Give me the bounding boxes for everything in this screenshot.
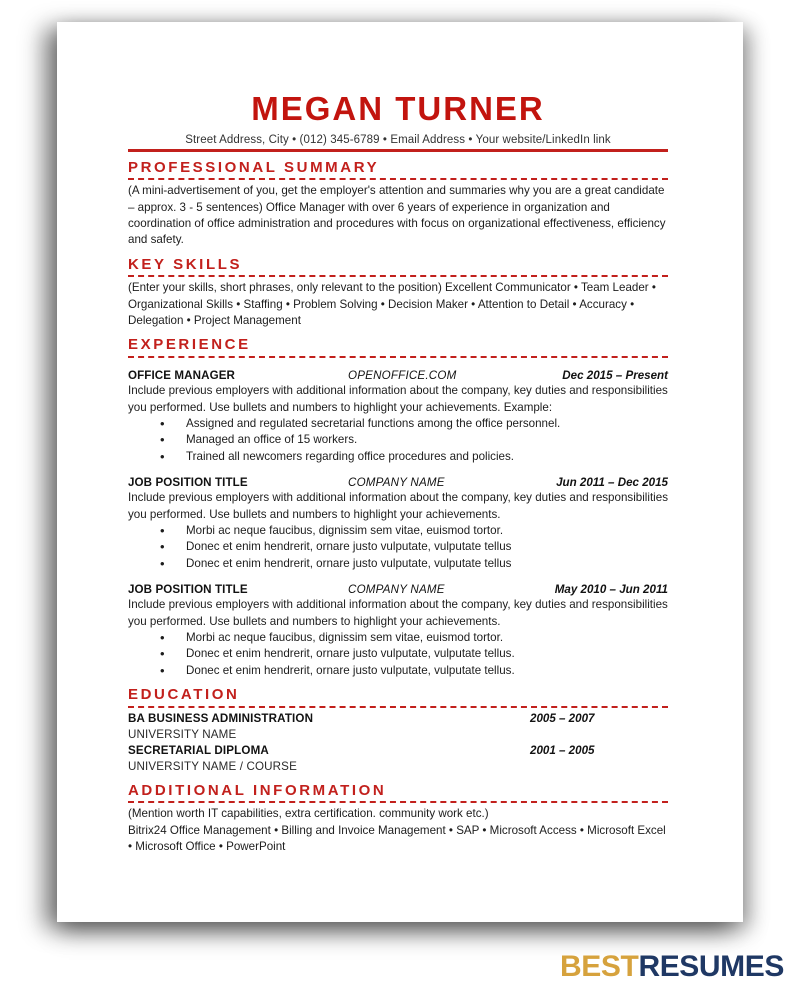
section-education (128, 686, 668, 775)
section-key-skills (128, 256, 668, 330)
job-description: Include previous employers with additional information about the company, key duties and responsibilities you performed. Use bullets and numbers to highlight your achievements. (128, 598, 668, 628)
experience-entry-header (128, 475, 668, 491)
experience-entry (128, 582, 668, 679)
list-item: • Donec et enim hendrerit, ornare justo vulputate, vulputate tellus (128, 556, 668, 572)
list-item: • Trained all newcomers regarding office procedures and policies. (128, 449, 668, 465)
section-heading-professional-summary: PROFESSIONAL SUMMARY (128, 158, 380, 176)
degree-title: BA BUSINESS ADMINISTRATION (128, 711, 314, 725)
list-item: • Assigned and regulated secretarial functions among the office personnel. (128, 416, 668, 432)
job-title: OFFICE MANAGER (128, 368, 236, 382)
job-bullet-list (128, 523, 668, 572)
list-item: • Donec et enim hendrerit, ornare justo vulputate, vulputate tellus (128, 539, 668, 555)
header-divider (128, 149, 668, 152)
experience-entry-header (128, 368, 668, 384)
candidate-name: MEGAN TURNER (251, 90, 545, 127)
section-experience (128, 336, 668, 679)
job-dates: Jun 2011 – Dec 2015 (556, 475, 668, 489)
education-entry (128, 743, 668, 775)
list-item: • Managed an office of 15 workers. (128, 432, 668, 448)
additional-information-list: Bitrix24 Office Management • Billing and Invoice Management • SAP • Microsoft Access • Microsoft Excel • Microsoft Office • PowerPoint (128, 823, 666, 854)
job-company: OPENOFFICE.COM (348, 368, 457, 382)
list-item: • Donec et enim hendrerit, ornare justo vulputate, vulputate tellus. (128, 646, 668, 662)
degree-dates: 2001 – 2005 (530, 743, 595, 757)
list-item: • Morbi ac neque faucibus, dignissim sem vitae, euismod tortor. (128, 523, 668, 539)
section-divider-professional-summary (128, 178, 668, 180)
school-name: UNIVERSITY NAME / COURSE (128, 759, 297, 773)
experience-entry (128, 368, 668, 465)
job-description: Include previous employers with additional information about the company, key duties and responsibilities you performed. Use bullets and numbers to highlight your achievements. Example: (128, 384, 668, 414)
section-heading-experience: EXPERIENCE (128, 336, 251, 354)
key-skills-body: (Enter your skills, short phrases, only relevant to the position) Excellent Communicator • Team Leader • Organizational Skills • Staffing • Problem Solving • Decision Maker • Attention to Detail • Accuracy • Delegation • Project Management (128, 281, 656, 327)
job-company: COMPANY NAME (348, 475, 445, 489)
resume-content (128, 92, 668, 855)
section-heading-additional-information: ADDITIONAL INFORMATION (128, 781, 387, 799)
experience-entry (128, 475, 668, 572)
job-dates: May 2010 – Jun 2011 (554, 582, 668, 596)
job-title: JOB POSITION TITLE (128, 475, 248, 489)
resume-header (128, 92, 668, 152)
job-bullet-list (128, 416, 668, 465)
section-divider-additional-information (128, 801, 668, 803)
degree-title: SECRETARIAL DIPLOMA (128, 743, 269, 757)
section-divider-experience (128, 356, 668, 358)
section-professional-summary (128, 159, 668, 249)
logo-text-resumes: RESUMES (638, 950, 784, 983)
section-heading-key-skills: KEY SKILLS (128, 255, 243, 273)
section-divider-education (128, 706, 668, 708)
section-heading-education: EDUCATION (128, 685, 240, 703)
degree-dates: 2005 – 2007 (530, 711, 595, 725)
education-entry-header (128, 743, 668, 759)
job-bullet-list (128, 630, 668, 679)
job-company: COMPANY NAME (348, 582, 445, 596)
education-entry (128, 711, 668, 743)
contact-line: Street Address, City • (012) 345-6789 • Email Address • Your website/LinkedIn link (185, 133, 611, 146)
list-item: • Morbi ac neque faucibus, dignissim sem vitae, euismod tortor. (128, 630, 668, 646)
job-dates: Dec 2015 – Present (562, 368, 668, 382)
section-additional-information (128, 782, 668, 856)
list-item: • Donec et enim hendrerit, ornare justo vulputate, vulputate tellus. (128, 663, 668, 679)
section-divider-key-skills (128, 275, 668, 277)
school-name: UNIVERSITY NAME (128, 727, 237, 741)
job-title: JOB POSITION TITLE (128, 582, 248, 596)
additional-information-note: (Mention worth IT capabilities, extra certification. community work etc.) (128, 807, 489, 821)
experience-entry-header (128, 582, 668, 598)
professional-summary-body: (A mini-advertisement of you, get the employer's attention and summaries why you are a great candidate – approx. 3 - 5 sentences) Office Manager with over 6 years of experience in organization and coordination of office administration and procedures with focus on organizational effectiveness, efficiency and safety. (128, 184, 666, 247)
logo-text-best: BEST (560, 950, 639, 983)
job-description: Include previous employers with additional information about the company, key duties and responsibilities you performed. Use bullets and numbers to highlight your achievements. (128, 491, 668, 521)
resume-page (57, 22, 743, 922)
bestresumes-logo (560, 952, 784, 982)
education-entry-header (128, 711, 668, 727)
